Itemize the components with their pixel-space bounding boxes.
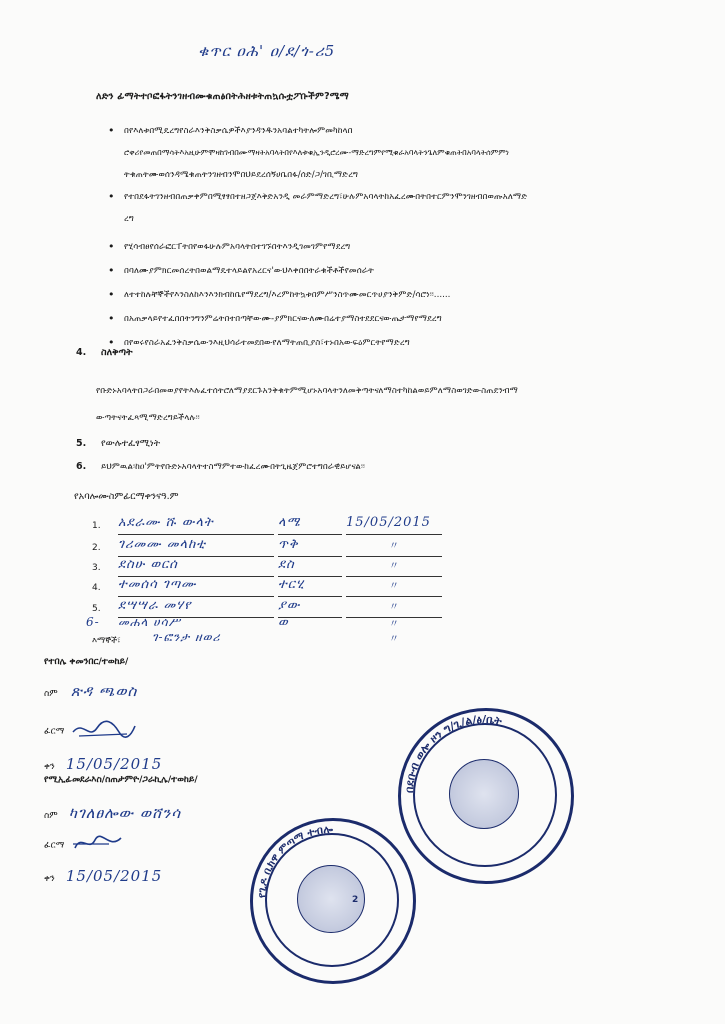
- section-title: የውሉተፈፃሚነት: [101, 438, 161, 449]
- svg-text:በደቡብ ወሎ ዞን ግ/ጊ/ል/ፅ/ቤት: [403, 713, 504, 793]
- member-number: 3.: [92, 563, 101, 573]
- name-label: ስም: [44, 811, 58, 821]
- received-by-name-row: [44, 681, 162, 700]
- witness-date: 〃: [389, 634, 399, 645]
- member-signature: ያው: [278, 598, 342, 618]
- approved-by-title: የሚኢፊመደራእስ/ስጠታምዮ/ጋራኪሌ/ተወከይ/: [44, 775, 198, 785]
- section-6-heading: [76, 461, 365, 472]
- member-date: 〃: [346, 557, 442, 577]
- section-4-text: [96, 378, 676, 432]
- member-date: 〃: [346, 537, 442, 557]
- stamp-left-text: የጊዶ ቢክዋ ምጣማ ተብሎ: [255, 823, 334, 899]
- bullet-item: [108, 308, 668, 330]
- received-by-title: የተበሌ ቀመንበር/ተወከይ/: [44, 657, 129, 667]
- approved-by-block: [44, 775, 198, 885]
- received-by-block: [44, 657, 162, 773]
- official-stamp-right: [398, 708, 574, 884]
- section-number: 6.: [76, 461, 87, 472]
- approved-by-name-row: [44, 803, 198, 822]
- member-signature: ደስ: [278, 557, 342, 577]
- member-signature: ተርሂ: [278, 577, 342, 597]
- bullet-item: [108, 332, 668, 354]
- member-row: [92, 515, 512, 535]
- section-number: 5.: [76, 438, 87, 449]
- bullet-line: • በየእለቱበሚዴረግየስራእንቅስቃሴዎችእያንዳንዱንአባልተካትሎምመካከላበ: [124, 126, 353, 136]
- approved-by-signature-row: [44, 832, 198, 854]
- signature-scribble-icon: [69, 718, 139, 740]
- bullet-line: በባለሙያምክርመሰረትበወልማዴተላይልየአረርና'ውህእቀበበትራቁችቶችየመሰራት: [124, 266, 375, 276]
- bullet-line: • የተበደፋትገንዘብበጠቃቀምበሚፃፃበተዘጋጀእቅድአንዲ መራምማድረግ፣ሁሉምአባላትከአፈረሙበትበተርምንሞንገዘብበወጡአለማድ: [124, 192, 528, 202]
- bullet-line: ረግ: [124, 214, 134, 224]
- member-number: 5.: [92, 604, 101, 614]
- para-line: የቡድኑአባላትበጋራበመወያየትእሉፈተሰትሮለማያደርጉአንቅቁትምሚሆኑአባላትንለመቅጣትናለማስተካከልወይምለማስወገድውስጠደንብማ: [96, 386, 519, 396]
- svg-text:የጊዶ ቢክዋ ምጣማ ተብሎ: [256, 824, 334, 898]
- member-date: 〃: [346, 577, 442, 597]
- witness-name: ገ-ፎንታ ዘወሪ: [152, 630, 221, 644]
- bullet-item: [108, 120, 668, 186]
- member-signature: ላሜ: [278, 515, 342, 535]
- bullet-list: [108, 120, 668, 354]
- bullet-line: በአጠቃላይየተፈበበትንግንምሬትበተበጣቸውሙ-ያምክርናውለሙበሬተያማስተደደርናውጤታማየማደረግ: [124, 314, 442, 324]
- bullet-item: [108, 186, 668, 230]
- stamp-ring-text: [398, 708, 568, 878]
- member-signature: ጥቅ: [278, 537, 342, 557]
- member-date: 〃: [389, 619, 399, 630]
- received-by-date-row: [44, 754, 162, 773]
- section-number: 4.: [76, 347, 87, 358]
- member-date: 〃: [346, 598, 442, 618]
- member-name: መሐላ ሀሳሥ: [118, 615, 181, 629]
- stamp-number: 2: [352, 895, 359, 905]
- approved-by-date-row: [44, 866, 198, 885]
- witness-row: [92, 630, 512, 650]
- date-label: ቀን: [44, 874, 55, 884]
- date-label: ቀን: [44, 762, 55, 772]
- signature-label: ፊርማ: [44, 840, 65, 851]
- stamp-right-text: በደቡብ ወሎ ዞን ግ/ጊ/ል/ፅ/ቤት: [402, 712, 503, 794]
- section-4-heading: [76, 347, 133, 358]
- bullet-line: የሂሳብፀየሰራፎርፐትበየወፋሁሉምአባላትበተገኙበትእንዲገመገምየማደረግ: [124, 242, 351, 252]
- bullet-line: ሮቀሪየመጠበማሳትእአዚሁምሞዛከገብበሙማዛትአባላትበየእለቱቁኢንዲሮረሙ-ማድረግምየሚቁራአባላትንጌለምቁጠትበአባላትሰምምነ: [124, 148, 509, 157]
- member-name: አደራሙ ሹ ውላት: [118, 515, 274, 535]
- approved-by-date: 15/05/2015: [65, 867, 163, 885]
- member-date: 15/05/2015: [346, 515, 442, 535]
- document-title: ለድን ፊማትተቦፎፋትንገዘብሙቁጠፅበትሕዘቱትጠኳሱቷፖቡችም?ሜማ: [96, 91, 349, 102]
- approved-by-name: ካገለፀሎው ወሸንሳ: [68, 804, 182, 822]
- member-name: ተመሰሳ ገጣሙ: [118, 577, 274, 597]
- member-name: ደስሁ ወርሰ: [118, 557, 274, 577]
- bullet-item: [108, 236, 668, 258]
- member-name: ደሣሣራ መሃየ: [118, 598, 274, 618]
- received-by-date: 15/05/2015: [65, 755, 163, 773]
- member-number: 6-: [86, 615, 100, 629]
- stamp-ring-text: [250, 818, 410, 978]
- handwritten-header: ቁጥር ዐሕ' ዐ/ደ/ጎ-ሪ5: [198, 42, 336, 60]
- official-stamp-left: [250, 818, 416, 984]
- bullet-line: በየወሩየስራአፈንቅስቃሴውንእዚህሳራተመደበውየለማትጠቢያስ፣ተኑበአውፍዕምርትየማድረግ: [124, 338, 410, 348]
- member-number: 2.: [92, 543, 101, 553]
- received-by-name: ጽዳ ጫወስ: [70, 682, 138, 700]
- member-number: 1.: [92, 521, 101, 531]
- section-title: ይህምዉል፡ከዐ'ምትየቡድኑአባላትተስማምተውከፈረሙበትጊዜጀምሮተግበራዊይሆናል፡፡: [101, 462, 365, 472]
- member-name: ገሪመሙ መላከቲ: [118, 537, 274, 557]
- bullet-line: ትቁጠትሙወሰንዳሜቁጠትንገዘብንሞበህይደረሰኝሀቤበፋ/ሰድ/ጋ/ገቢማድረግ: [124, 170, 359, 180]
- members-title: የአባሎሙስምፊርማቀንናዓ.ም: [74, 491, 179, 502]
- para-line: ውጣትናትፈጻሚማድረግይችላሉ፡፡: [96, 413, 200, 423]
- witness-label: እማኞች፣: [92, 636, 121, 646]
- received-by-signature-row: [44, 718, 162, 740]
- section-5-heading: [76, 438, 160, 449]
- bullet-line: ለተተከሉቸኞችየእንስለከእንእንክብከቤየማደረግ/እረምከትኳቱበምሥንስጥሙመርጥሀያንቅምድ/ሳሮነ፡፡......: [124, 290, 451, 300]
- bullet-item: [108, 284, 668, 306]
- signature-label: ፊርማ: [44, 726, 65, 737]
- member-signature: ወ: [278, 615, 289, 630]
- name-label: ስም: [44, 689, 58, 699]
- member-row: [92, 537, 512, 557]
- signature-scribble-icon: [69, 832, 129, 854]
- member-row: [92, 577, 512, 597]
- bullet-item: [108, 260, 668, 282]
- section-title: ስለቅጣት: [101, 347, 133, 358]
- member-row: [92, 557, 512, 577]
- member-number: 4.: [92, 583, 101, 593]
